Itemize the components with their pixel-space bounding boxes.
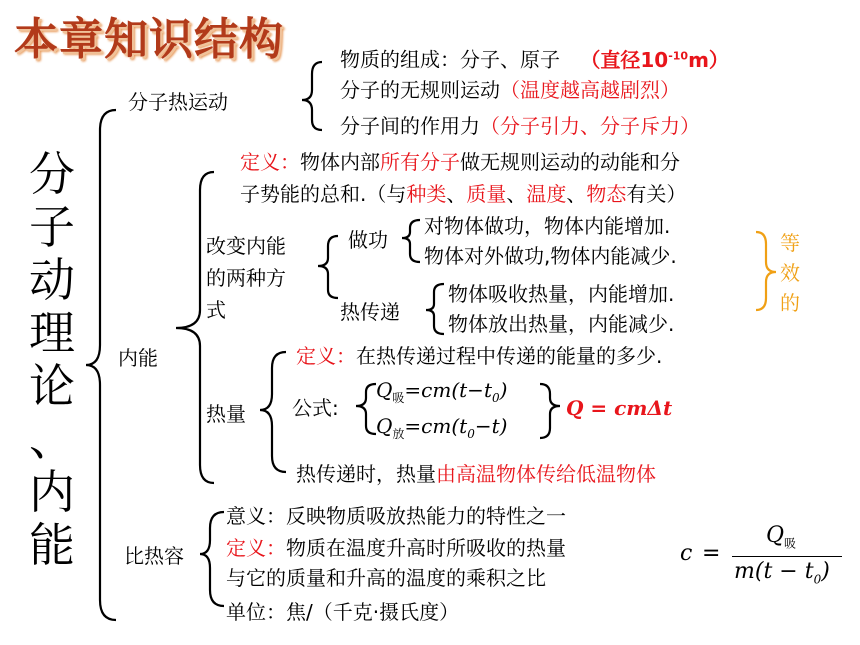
brace-internal-energy — [176, 172, 214, 483]
specific-heat-definition-line1 — [226, 536, 566, 560]
def-text: 子势能的总和.（与 — [240, 182, 407, 206]
specific-heat-formula — [680, 520, 850, 590]
formula-body: =cm(t — [404, 414, 468, 438]
random-motion-text: 分子的无规则运动 — [340, 78, 500, 102]
specific-heat-meaning: 意义：反映物质吸放热能力的特性之一 — [226, 504, 566, 528]
page-title: 本章知识结构 — [14, 14, 284, 65]
denominator-m: m — [734, 559, 755, 584]
formula-body: =cm(t−t — [404, 378, 492, 402]
formula-numerator — [766, 524, 796, 555]
denominator-body: (t − t — [754, 559, 814, 584]
direction-text: 热传递时，热量 — [296, 462, 436, 486]
change-ways-label-1: 改变内能 — [206, 234, 286, 258]
brace-change-ways — [318, 236, 338, 298]
root-char: 、 — [29, 412, 75, 466]
formula-absorb — [376, 378, 507, 410]
specific-heat-unit: 单位：焦/（千克·摄氏度） — [226, 600, 460, 624]
formula-release — [376, 414, 507, 446]
change-ways-label-3: 式 — [206, 298, 226, 322]
root-char: 动 — [29, 253, 75, 307]
def-highlight: 所有分子 — [380, 150, 460, 174]
formula-sub: 0 — [491, 391, 500, 405]
force-text: 分子间的作用力 — [340, 114, 480, 138]
def-text: 做无规则运动的动能和分 — [460, 150, 680, 174]
formula-denominator — [734, 560, 830, 591]
change-ways-label-2: 的两种方 — [206, 266, 286, 290]
heat-definition-label: 定义： — [296, 344, 356, 368]
def-highlight: 种类 — [406, 182, 447, 206]
formula-body: −t) — [474, 414, 508, 438]
formula-q: Q — [376, 378, 393, 402]
sh-definition-text: 物质在温度升高时所吸收的热量 — [286, 536, 566, 560]
root-char: 能 — [29, 518, 75, 572]
def-highlight: 物态 — [586, 182, 627, 206]
thermal-motion-item-composition — [340, 44, 729, 72]
brace-heat-transfer — [426, 284, 444, 334]
thermal-motion-label: 分子热运动 — [128, 90, 228, 114]
numerator-sub: 吸 — [784, 536, 797, 551]
denominator-sub: 0 — [813, 572, 822, 587]
root-char: 理 — [29, 306, 75, 360]
diameter-exponent: -10 — [668, 49, 689, 62]
equivalent-char: 的 — [780, 291, 800, 315]
equivalent-char: 效 — [780, 261, 800, 285]
diameter-note-text: （直径10 — [580, 47, 669, 72]
work-item-2: 物体对外做功,物体内能减少. — [424, 244, 677, 268]
root-char: 论 — [29, 359, 75, 413]
formula-c: c — [680, 541, 693, 566]
brace-root — [86, 110, 116, 620]
def-text: 物体内部 — [300, 150, 380, 174]
work-label: 做功 — [348, 228, 388, 252]
heat-label: 热量 — [206, 402, 246, 426]
diameter-unit: m） — [688, 47, 729, 72]
specific-heat-definition-line2: 与它的质量和升高的温度的乘积之比 — [226, 566, 546, 590]
denominator-end: ) — [821, 559, 830, 584]
brace-specific-heat — [200, 512, 224, 606]
heat-transfer-item-2: 物体放出热量，内能减少. — [448, 312, 675, 336]
internal-energy-definition-line2 — [240, 182, 686, 206]
root-char: 分 — [29, 147, 75, 201]
random-motion-note: （温度越高越剧烈） — [500, 78, 680, 102]
internal-energy-definition-line1 — [240, 150, 680, 174]
heat-definition — [296, 344, 662, 368]
def-text: 、 — [566, 182, 587, 206]
heat-transfer-direction — [296, 462, 656, 486]
root-char: 内 — [29, 465, 75, 519]
formula-label: 公式: — [292, 396, 339, 420]
diameter-note — [580, 48, 729, 72]
force-note: （分子引力、分子斥力） — [480, 114, 700, 138]
formula-sub: 吸 — [392, 391, 405, 405]
formula-q: Q — [376, 414, 393, 438]
fraction-bar — [732, 556, 842, 557]
direction-highlight: 由高温物体传给低温物体 — [436, 462, 656, 486]
heat-definition-text: 在热传递过程中传递的能量的多少. — [356, 344, 663, 368]
equivalent-note — [780, 228, 800, 318]
composition-text: 物质的组成：分子、原子 — [340, 47, 560, 72]
brace-heat — [260, 352, 286, 472]
work-item-1: 对物体做功，物体内能增加. — [424, 214, 671, 238]
formula-combined: Q = cmΔt — [566, 396, 673, 420]
brace-equivalent — [756, 232, 776, 310]
formula-body: ) — [499, 378, 508, 402]
brace-work — [402, 220, 420, 262]
formula-sub: 0 — [467, 427, 475, 441]
thermal-motion-item-force — [340, 114, 700, 138]
equivalent-char: 等 — [780, 231, 800, 255]
def-highlight: 温度 — [526, 182, 567, 206]
brace-thermal-motion — [302, 62, 322, 130]
formula-sub: 放 — [392, 427, 405, 441]
heat-transfer-label: 热传递 — [340, 300, 400, 324]
brace-formula-right — [540, 384, 560, 438]
def-text: 、 — [446, 182, 467, 206]
specific-heat-label: 比热容 — [124, 544, 184, 568]
def-text: 、 — [506, 182, 527, 206]
root-concept-vertical — [28, 148, 76, 572]
brace-formula — [356, 384, 376, 434]
root-char: 子 — [29, 200, 75, 254]
def-highlight: 质量 — [466, 182, 507, 206]
def-text: 有关） — [626, 182, 687, 206]
internal-energy-label: 内能 — [118, 346, 158, 370]
sh-definition-label: 定义： — [226, 536, 286, 560]
heat-transfer-item-1: 物体吸收热量，内能增加. — [448, 282, 675, 306]
definition-label: 定义： — [240, 150, 300, 174]
numerator-q: Q — [766, 523, 785, 548]
formula-equals: = — [702, 541, 721, 566]
thermal-motion-item-random — [340, 78, 680, 102]
